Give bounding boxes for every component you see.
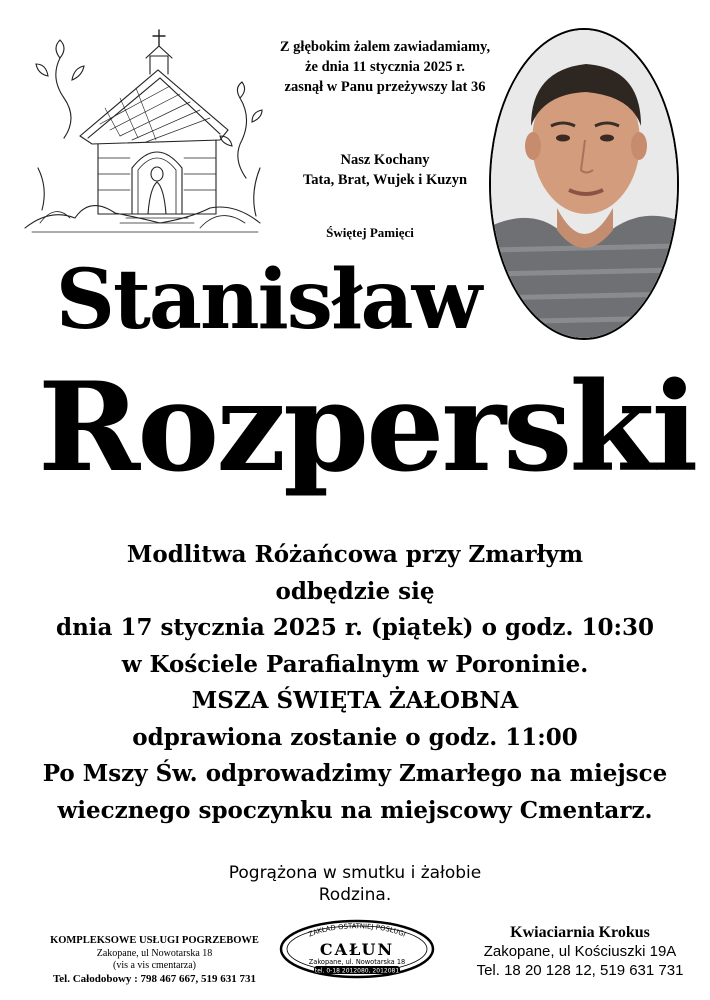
mourning-signature	[180, 862, 530, 906]
intro-line: że dnia 11 stycznia 2025 r.	[305, 59, 465, 75]
florist-info	[456, 923, 704, 980]
announcement-line: MSZA ŚWIĘTA ŻAŁOBNA	[191, 687, 519, 714]
family-line: Nasz Kochany	[340, 152, 430, 168]
announcement-line: w Kościele Parafialnym w Poroninie.	[121, 650, 589, 678]
announcement-line: odprawiona zostanie o godz. 11:00	[132, 723, 578, 751]
chapel-illustration	[20, 18, 270, 240]
calun-logo	[278, 918, 436, 980]
funeral-home-note: (vis a vis cmentarza)	[112, 960, 197, 971]
intro-text	[270, 37, 500, 97]
announcement-line: Modlitwa Różańcowa przy Zmarłym	[126, 541, 584, 568]
calun-name: CAŁUN	[319, 940, 395, 959]
funeral-home-address: Zakopane, ul Nowotarska 18	[96, 947, 213, 959]
funeral-home-name: KOMPLEKSOWE USŁUGI POGRZEBOWE	[50, 935, 259, 946]
family-line: Tata, Brat, Wujek i Kuzyn	[302, 172, 468, 188]
calun-phone: tel. 0-18 2012080, 2012081	[314, 967, 400, 975]
florist-phone: Tel. 18 20 128 12, 519 631 731	[476, 962, 684, 979]
intro-line: Z głębokim żalem zawiadamiamy,	[279, 39, 491, 55]
deceased-portrait	[489, 28, 679, 340]
announcement-line: dnia 17 stycznia 2025 r. (piątek) o godz. 10:30	[56, 614, 654, 641]
funeral-home-info	[12, 935, 297, 985]
florist-address: Zakopane, ul Kościuszki 19A	[483, 943, 677, 960]
mourning-line: Pogrążona w smutku i żałobie	[228, 863, 482, 883]
family-text	[285, 150, 485, 190]
intro-line: zasnął w Panu przeżywszy lat 36	[284, 79, 486, 95]
florist-name: Kwiaciarnia Krokus	[510, 924, 650, 941]
memory-label: Świętej Pamięci	[326, 225, 414, 240]
deceased-last-name: Rozperski	[38, 356, 696, 500]
funeral-home-phone: Tel. Całodobowy : 798 467 667, 519 631 731	[52, 972, 257, 985]
ceremony-announcement	[20, 537, 690, 829]
announcement-line: wiecznego spoczynku na miejscowy Cmentarz.	[57, 796, 653, 824]
announcement-line: Po Mszy Św. odprowadzimy Zmarłego na miejsce	[42, 760, 668, 787]
portrait-image	[491, 30, 677, 338]
mourning-line: Rodzina.	[318, 885, 392, 905]
deceased-first-name: Stanisław	[55, 252, 481, 348]
calun-top-text: ZAKŁAD OSTATNIEJ POSŁUGI	[307, 922, 407, 939]
calun-address: Zakopane, ul. Nowotarska 18	[308, 958, 406, 966]
announcement-line: odbędzie się	[275, 577, 435, 605]
